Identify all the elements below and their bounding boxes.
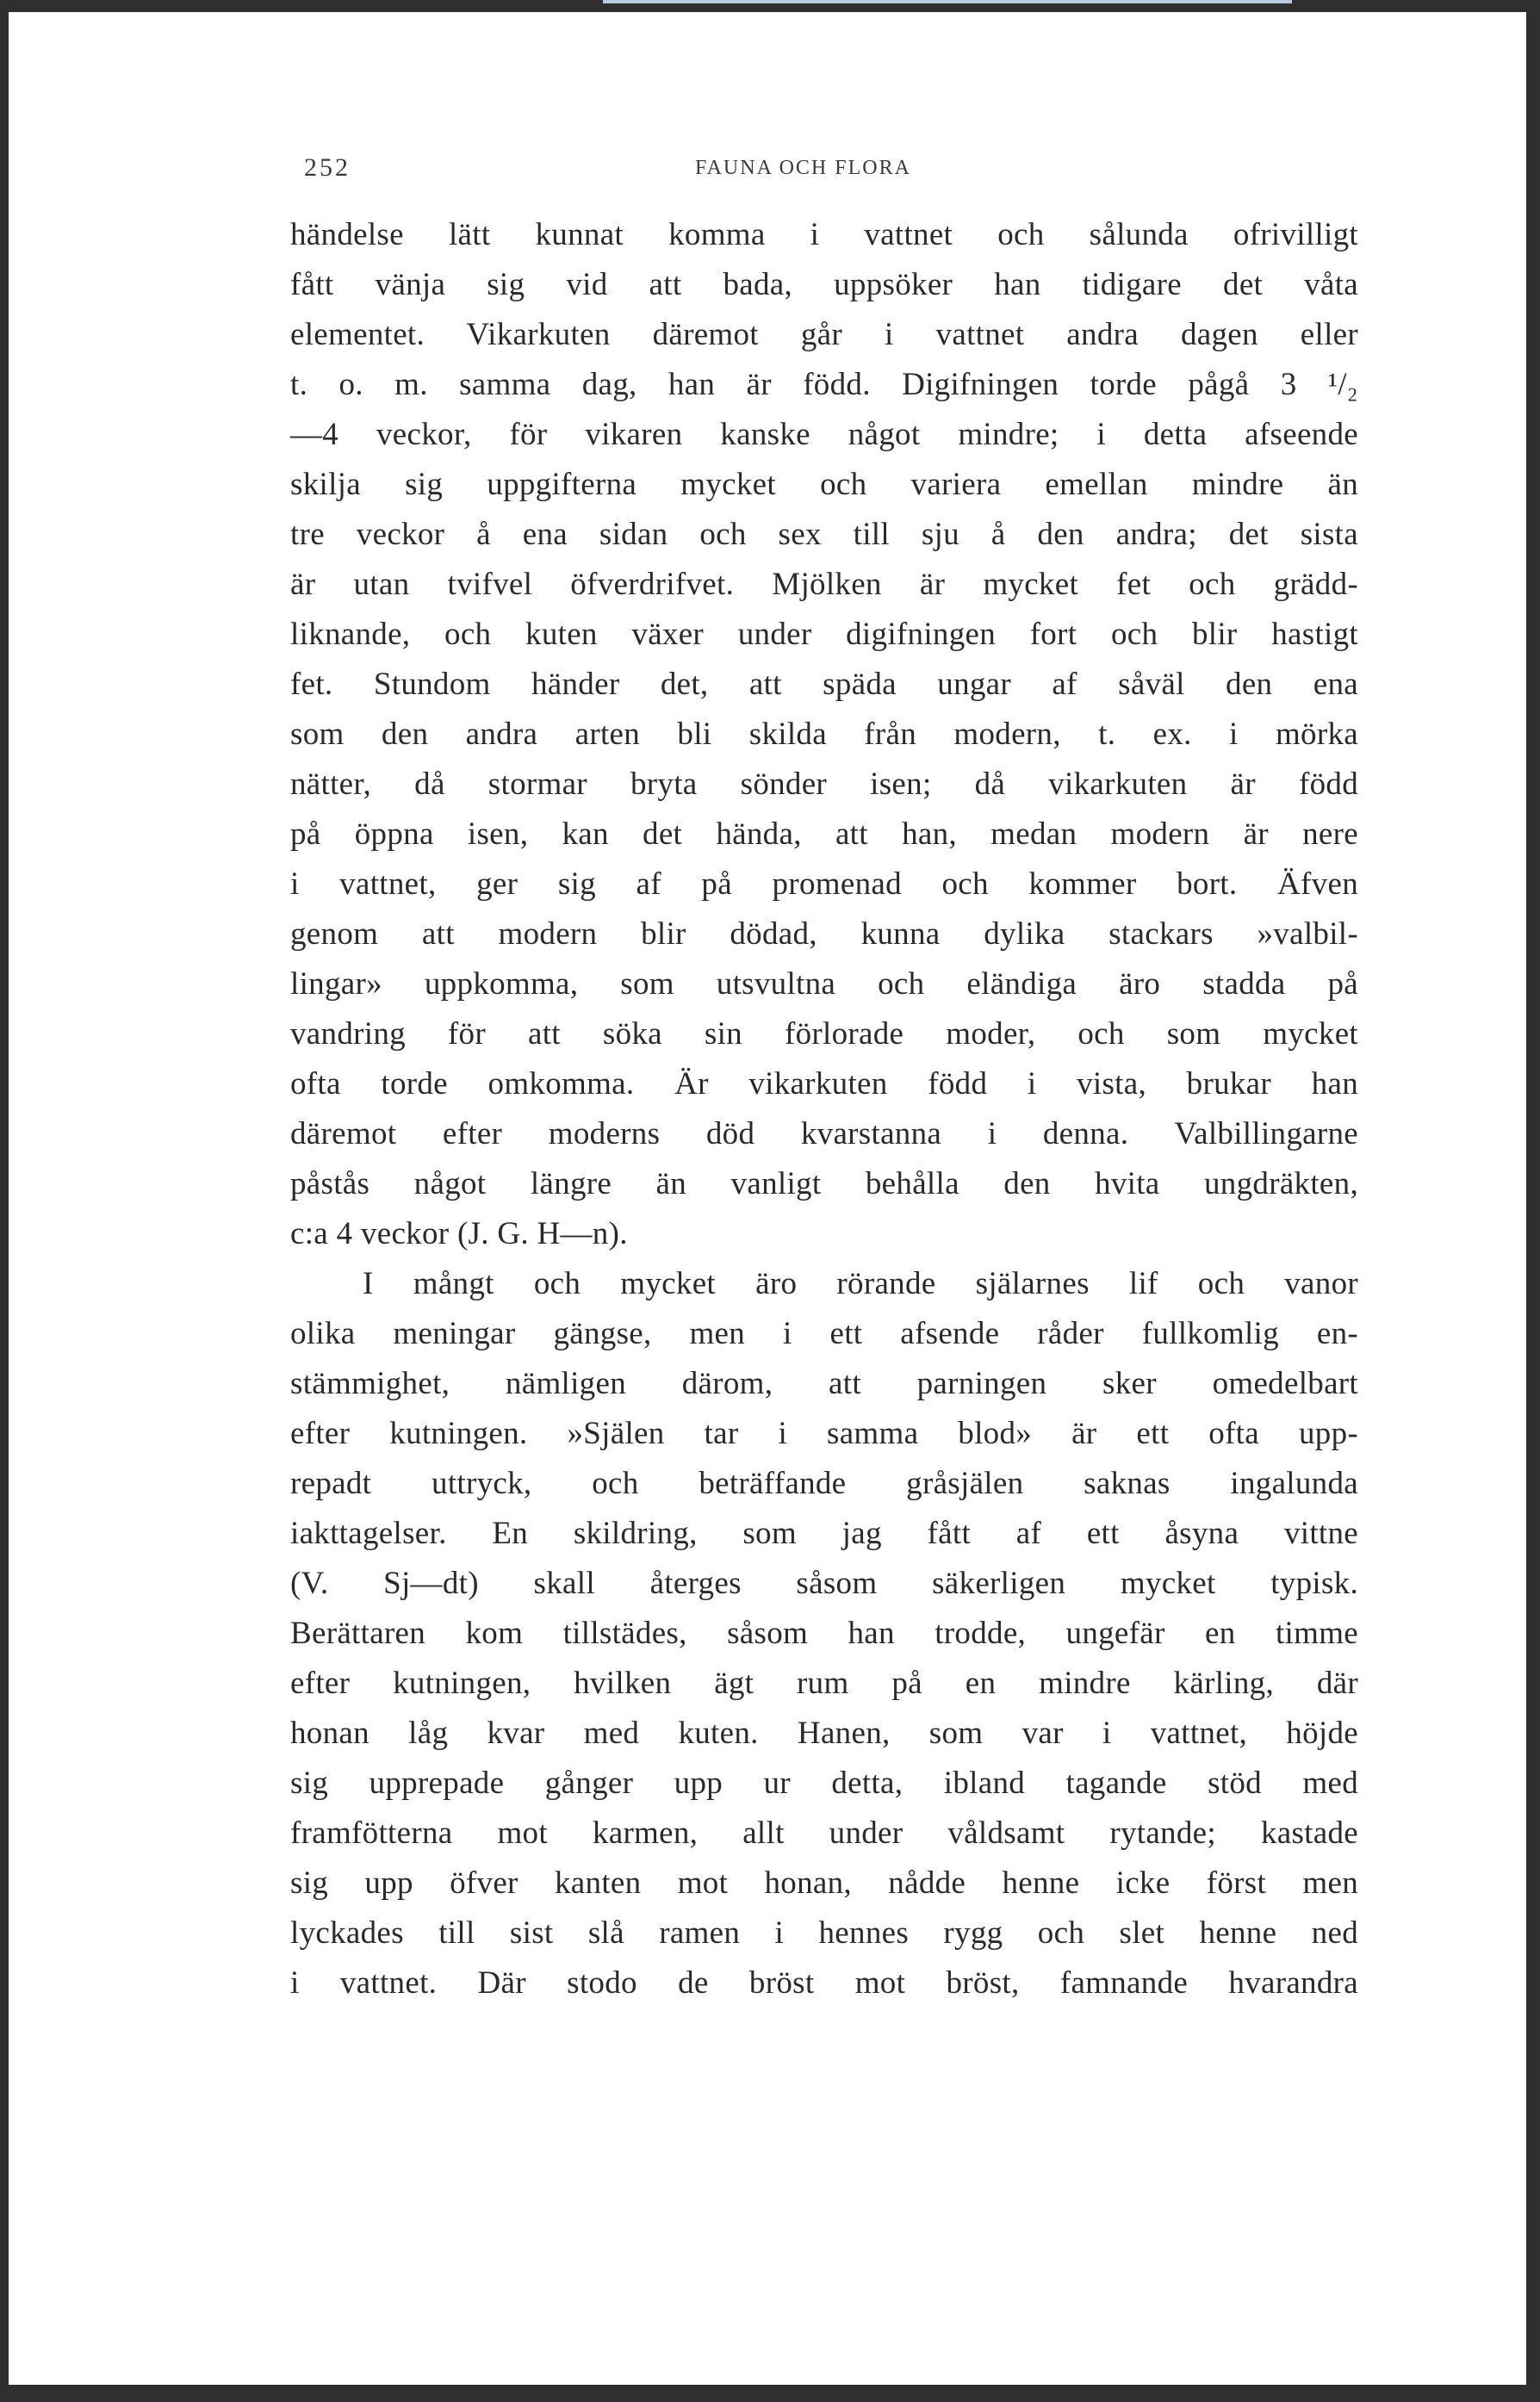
- text-line: är utan tvifvel öfverdrifvet. Mjölken är mycket fet och grädd-: [290, 567, 1358, 602]
- text-line: framfötterna mot karmen, allt under våldsamt rytande; kastade: [290, 1815, 1358, 1851]
- text-line: lyckades till sist slå ramen i hennes rygg och slet henne ned: [290, 1915, 1358, 1951]
- text-line: stämmighet, nämligen därom, att parningen sker omedelbart: [290, 1366, 1358, 1401]
- text-line: (V. Sj—dt) skall återges såsom säkerligen mycket typisk.: [290, 1566, 1358, 1601]
- text-line: I mångt och mycket äro rörande själarnes lif och vanor: [363, 1266, 1358, 1301]
- running-head: [290, 146, 1358, 198]
- text-line: lingar» uppkomma, som utsvultna och eländiga äro stadda på: [290, 966, 1358, 1002]
- paragraph-2: [290, 1259, 1358, 2008]
- text-line: i vattnet. Där stodo de bröst mot bröst, famnande hvarandra: [290, 1965, 1358, 2001]
- text-line: —4 veckor, för vikaren kanske något mindre; i detta afseende: [290, 417, 1358, 452]
- text-line: tre veckor å ena sidan och sex till sju å den andra; det sista: [290, 517, 1358, 552]
- text-line: c:a 4 veckor (J. G. H—n).: [290, 1216, 628, 1251]
- running-header-title: FAUNA OCH FLORA: [695, 157, 911, 179]
- text-line: efter kutningen. »Själen tar i samma blod» är ett ofta upp-: [290, 1416, 1358, 1451]
- text-line: däremot efter moderns död kvarstanna i denna. Valbillingarne: [290, 1116, 1358, 1151]
- text-line: fet. Stundom händer det, att späda ungar af såväl den ena: [290, 667, 1358, 702]
- text-line: påstås något längre än vanligt behålla den hvita ungdräkten,: [290, 1166, 1358, 1201]
- text-line: på öppna isen, kan det hända, att han, medan modern är nere: [290, 816, 1358, 852]
- body-text: [290, 210, 1358, 2008]
- text-line: nätter, då stormar bryta sönder isen; då vikarkuten är född: [290, 767, 1358, 802]
- text-line: fått vänja sig vid att bada, uppsöker han tidigare det våta: [290, 267, 1358, 302]
- text-line: t. o. m. samma dag, han är född. Digifningen torde pågå 3 ¹/₂: [290, 367, 1358, 402]
- text-line: iakttagelser. En skildring, som jag fått af ett åsyna vittne: [290, 1516, 1358, 1551]
- text-line: i vattnet, ger sig af på promenad och kommer bort. Äfven: [290, 866, 1358, 902]
- book-page: [290, 146, 1358, 2008]
- paragraph-1: [290, 210, 1358, 1259]
- text-line: liknande, och kuten växer under digifningen fort och blir hastigt: [290, 617, 1358, 652]
- text-line: sig upp öfver kanten mot honan, nådde henne icke först men: [290, 1865, 1358, 1901]
- text-line: genom att modern blir dödad, kunna dylika stackars »valbil-: [290, 916, 1358, 952]
- text-line: som den andra arten bli skilda från modern, t. ex. i mörka: [290, 717, 1358, 752]
- text-line: skilja sig uppgifterna mycket och variera emellan mindre än: [290, 467, 1358, 502]
- text-line: ofta torde omkomma. Är vikarkuten född i vista, brukar han: [290, 1066, 1358, 1102]
- text-line: elementet. Vikarkuten däremot går i vattnet andra dagen eller: [290, 317, 1358, 352]
- text-line: sig upprepade gånger upp ur detta, ibland tagande stöd med: [290, 1766, 1358, 1801]
- text-line: efter kutningen, hvilken ägt rum på en mindre kärling, där: [290, 1666, 1358, 1701]
- text-line: olika meningar gängse, men i ett afsende råder fullkomlig en-: [290, 1316, 1358, 1351]
- text-line: vandring för att söka sin förlorade moder, och som mycket: [290, 1016, 1358, 1052]
- page-number: 252: [304, 153, 351, 182]
- scan-edge-tint: [603, 0, 1292, 3]
- text-line: repadt uttryck, och beträffande gråsjälen saknas ingalunda: [290, 1466, 1358, 1501]
- text-line: Berättaren kom tillstädes, såsom han trodde, ungefär en timme: [290, 1616, 1358, 1651]
- text-line: händelse lätt kunnat komma i vattnet och sålunda ofrivilligt: [290, 217, 1358, 252]
- text-line: honan låg kvar med kuten. Hanen, som var i vattnet, höjde: [290, 1716, 1358, 1751]
